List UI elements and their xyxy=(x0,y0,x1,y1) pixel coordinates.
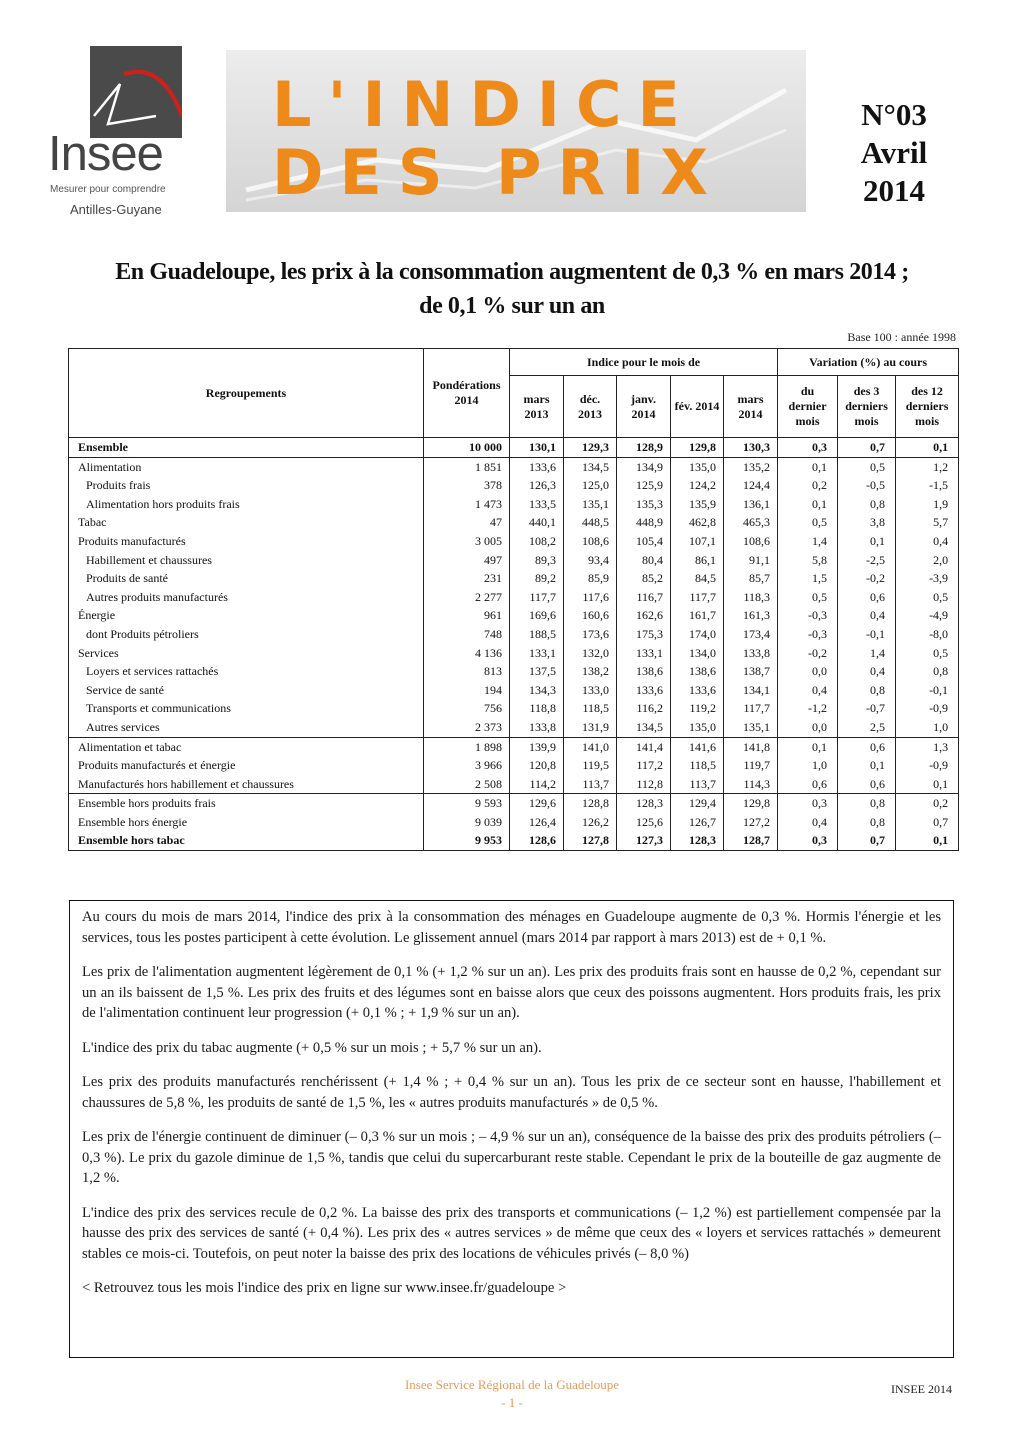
row-label: Produits manufacturés xyxy=(69,532,424,551)
row-index-value: 117,7 xyxy=(671,588,724,607)
row-variation-value: 0,4 xyxy=(778,813,838,832)
table-row xyxy=(69,476,959,495)
row-index-value: 161,7 xyxy=(671,606,724,625)
row-index-value: 141,8 xyxy=(724,737,778,756)
row-index-value: 84,5 xyxy=(671,569,724,588)
row-index-value: 89,2 xyxy=(510,569,564,588)
row-variation-value: 1,9 xyxy=(896,495,959,514)
row-index-value: 141,0 xyxy=(564,737,617,756)
table-row xyxy=(69,644,959,663)
row-index-value: 129,6 xyxy=(510,794,564,813)
row-index-value: 133,8 xyxy=(724,644,778,663)
row-index-value: 135,1 xyxy=(564,495,617,514)
row-weight: 9 953 xyxy=(424,831,510,850)
commentary-paragraph: Les prix des produits manufacturés renchérissent (+ 1,4 % ; + 0,4 % sur un an). Tous les prix de ce secteur sont en hausse, l'habillement et chaussures de 5,8 %, les produits de santé de 1,5 %, les « autres produits manufacturés » de 0,5 %. xyxy=(82,1074,941,1111)
row-label: Services xyxy=(69,644,424,663)
row-index-value: 80,4 xyxy=(617,551,671,570)
row-weight: 4 136 xyxy=(424,644,510,663)
table-row xyxy=(69,551,959,570)
row-variation-value: 0,6 xyxy=(778,775,838,794)
row-variation-value: 0,1 xyxy=(778,457,838,476)
commentary-paragraph: Au cours du mois de mars 2014, l'indice des prix à la consommation des ménages en Guadeloupe augmente de 0,3 %. Hormis l'énergie et les services, tous les postes participent à cette évolution. Le glissement annuel (mars 2014 par rapport à mars 2013) est de + 0,1 %. xyxy=(82,909,941,946)
row-index-value: 134,9 xyxy=(617,457,671,476)
row-index-value: 132,0 xyxy=(564,644,617,663)
page-number: - 1 - xyxy=(501,1395,523,1410)
row-label: Transports et communications xyxy=(69,699,424,718)
table-row xyxy=(69,831,959,850)
row-label: Ensemble hors tabac xyxy=(69,831,424,850)
row-index-value: 117,2 xyxy=(617,756,671,775)
row-index-value: 175,3 xyxy=(617,625,671,644)
row-weight: 231 xyxy=(424,569,510,588)
row-index-value: 440,1 xyxy=(510,513,564,532)
row-index-value: 105,4 xyxy=(617,532,671,551)
row-variation-value: 0,1 xyxy=(778,495,838,514)
row-index-value: 129,8 xyxy=(724,794,778,813)
logo-tagline: Mesurer pour comprendre xyxy=(50,184,166,195)
row-index-value: 117,6 xyxy=(564,588,617,607)
footer-service-name: Insee Service Régional de la Guadeloupe xyxy=(404,1377,620,1392)
issue-month: Avril xyxy=(860,135,928,170)
row-variation-value: -0,9 xyxy=(896,756,959,775)
table-row xyxy=(69,438,959,458)
row-variation-value: 0,8 xyxy=(896,662,959,681)
row-index-value: 114,3 xyxy=(724,775,778,794)
row-variation-value: -0,1 xyxy=(838,625,896,644)
row-index-value: 134,5 xyxy=(564,457,617,476)
row-variation-value: -4,9 xyxy=(896,606,959,625)
row-variation-value: 0,7 xyxy=(838,438,896,458)
header-variation-col: des 3 derniers mois xyxy=(838,376,896,438)
row-index-value: 119,2 xyxy=(671,699,724,718)
row-index-value: 89,3 xyxy=(510,551,564,570)
banner-line-2: DES PRIX xyxy=(272,136,725,209)
row-index-value: 133,1 xyxy=(510,644,564,663)
row-label: Produits de santé xyxy=(69,569,424,588)
header-index-group: Indice pour le mois de xyxy=(510,349,778,376)
row-variation-value: 1,0 xyxy=(896,718,959,737)
row-index-value: 174,0 xyxy=(671,625,724,644)
table-row xyxy=(69,532,959,551)
row-index-value: 116,2 xyxy=(617,699,671,718)
row-label: Manufacturés hors habillement et chaussures xyxy=(69,775,424,794)
row-index-value: 135,2 xyxy=(724,457,778,476)
row-label: Ensemble hors énergie xyxy=(69,813,424,832)
row-index-value: 107,1 xyxy=(671,532,724,551)
row-index-value: 133,6 xyxy=(510,457,564,476)
row-index-value: 85,2 xyxy=(617,569,671,588)
row-variation-value: 0,5 xyxy=(778,513,838,532)
row-index-value: 124,4 xyxy=(724,476,778,495)
row-index-value: 128,7 xyxy=(724,831,778,850)
logo-curve-icon xyxy=(90,46,182,138)
row-weight: 497 xyxy=(424,551,510,570)
row-index-value: 465,3 xyxy=(724,513,778,532)
row-variation-value: 5,7 xyxy=(896,513,959,532)
header-index-col: mars 2014 xyxy=(724,376,778,438)
row-label: Énergie xyxy=(69,606,424,625)
row-index-value: 127,2 xyxy=(724,813,778,832)
row-index-value: 137,5 xyxy=(510,662,564,681)
row-index-value: 108,2 xyxy=(510,532,564,551)
row-index-value: 135,0 xyxy=(671,457,724,476)
row-index-value: 85,7 xyxy=(724,569,778,588)
table-row xyxy=(69,718,959,737)
insee-logo-mark xyxy=(90,46,182,138)
row-label: Autres produits manufacturés xyxy=(69,588,424,607)
row-weight: 3 005 xyxy=(424,532,510,551)
row-index-value: 85,9 xyxy=(564,569,617,588)
row-index-value: 136,1 xyxy=(724,495,778,514)
banner xyxy=(226,50,806,212)
website-link[interactable]: < Retrouvez tous les mois l'indice des prix en ligne sur www.insee.fr/guadeloupe > xyxy=(82,1280,567,1296)
row-variation-value: 0,7 xyxy=(896,813,959,832)
row-index-value: 131,9 xyxy=(564,718,617,737)
row-weight: 2 373 xyxy=(424,718,510,737)
row-index-value: 133,8 xyxy=(510,718,564,737)
base-note: Base 100 : année 1998 xyxy=(847,330,956,344)
row-index-value: 169,6 xyxy=(510,606,564,625)
row-weight: 2 508 xyxy=(424,775,510,794)
row-index-value: 128,3 xyxy=(617,794,671,813)
row-index-value: 128,3 xyxy=(671,831,724,850)
row-index-value: 188,5 xyxy=(510,625,564,644)
row-variation-value: 0,2 xyxy=(778,476,838,495)
row-variation-value: 0,5 xyxy=(896,588,959,607)
row-index-value: 118,8 xyxy=(510,699,564,718)
row-variation-value: 2,0 xyxy=(896,551,959,570)
row-index-value: 112,8 xyxy=(617,775,671,794)
row-index-value: 129,8 xyxy=(671,438,724,458)
row-weight: 10 000 xyxy=(424,438,510,458)
row-index-value: 133,0 xyxy=(564,681,617,700)
row-variation-value: 3,8 xyxy=(838,513,896,532)
row-weight: 756 xyxy=(424,699,510,718)
header-weight: Pondérations 2014 xyxy=(424,349,510,438)
issue-number: N°03 xyxy=(861,97,927,132)
row-index-value: 130,3 xyxy=(724,438,778,458)
row-label: Autres services xyxy=(69,718,424,737)
row-variation-value: 0,3 xyxy=(778,831,838,850)
row-index-value: 129,4 xyxy=(671,794,724,813)
row-variation-value: 0,4 xyxy=(838,606,896,625)
row-variation-value: 0,1 xyxy=(896,831,959,850)
row-index-value: 462,8 xyxy=(671,513,724,532)
row-variation-value: 1,3 xyxy=(896,737,959,756)
row-weight: 1 473 xyxy=(424,495,510,514)
row-index-value: 114,2 xyxy=(510,775,564,794)
row-index-value: 120,8 xyxy=(510,756,564,775)
header-variation-col: des 12 derniers mois xyxy=(896,376,959,438)
row-weight: 3 966 xyxy=(424,756,510,775)
row-label: Alimentation xyxy=(69,457,424,476)
headline-line-1: En Guadeloupe, les prix à la consommation augmentent de 0,3 % en mars 2014 ; xyxy=(115,259,909,285)
table-row xyxy=(69,625,959,644)
issue-year: 2014 xyxy=(863,173,925,208)
row-index-value: 117,7 xyxy=(724,699,778,718)
headline-line-2: de 0,1 % sur un an xyxy=(419,293,605,319)
row-index-value: 134,1 xyxy=(724,681,778,700)
row-variation-value: 0,2 xyxy=(896,794,959,813)
table-row xyxy=(69,775,959,794)
row-index-value: 173,4 xyxy=(724,625,778,644)
row-weight: 813 xyxy=(424,662,510,681)
row-index-value: 118,5 xyxy=(564,699,617,718)
row-index-value: 133,6 xyxy=(671,681,724,700)
row-label: dont Produits pétroliers xyxy=(69,625,424,644)
commentary-paragraph: L'indice des prix du tabac augmente (+ 0,5 % sur un mois ; + 5,7 % sur un an). xyxy=(82,1039,542,1056)
row-label: Ensemble hors produits frais xyxy=(69,794,424,813)
row-index-value: 133,5 xyxy=(510,495,564,514)
row-variation-value: 0,0 xyxy=(778,662,838,681)
row-weight: 2 277 xyxy=(424,588,510,607)
table-row xyxy=(69,813,959,832)
header-variation-col: du dernier mois xyxy=(778,376,838,438)
table-row xyxy=(69,756,959,775)
row-label: Alimentation hors produits frais xyxy=(69,495,424,514)
row-index-value: 124,2 xyxy=(671,476,724,495)
row-variation-value: 1,4 xyxy=(838,644,896,663)
row-weight: 9 593 xyxy=(424,794,510,813)
row-variation-value: 0,1 xyxy=(896,775,959,794)
table-row xyxy=(69,737,959,756)
row-index-value: 117,7 xyxy=(510,588,564,607)
row-index-value: 93,4 xyxy=(564,551,617,570)
row-label: Service de santé xyxy=(69,681,424,700)
price-index-table xyxy=(68,348,959,851)
footer-copyright: INSEE 2014 xyxy=(891,1382,952,1396)
row-variation-value: -8,0 xyxy=(896,625,959,644)
table-row xyxy=(69,606,959,625)
row-variation-value: -2,5 xyxy=(838,551,896,570)
row-variation-value: 0,1 xyxy=(838,756,896,775)
row-index-value: 86,1 xyxy=(671,551,724,570)
row-index-value: 135,3 xyxy=(617,495,671,514)
row-index-value: 128,6 xyxy=(510,831,564,850)
row-index-value: 133,6 xyxy=(617,681,671,700)
logo-region: Antilles-Guyane xyxy=(70,202,162,217)
row-variation-value: 0,6 xyxy=(838,737,896,756)
row-variation-value: 1,2 xyxy=(896,457,959,476)
row-index-value: 141,4 xyxy=(617,737,671,756)
row-index-value: 134,5 xyxy=(617,718,671,737)
table-row xyxy=(69,662,959,681)
table-row xyxy=(69,569,959,588)
row-variation-value: 0,5 xyxy=(896,644,959,663)
commentary-paragraph: L'indice des prix des services recule de 0,2 %. La baisse des prix des transports et communications (– 1,2 %) est partiellement compensée par la hausse des prix des services de santé (+ 0,4 %). Les prix des « autres services » de même que ceux des « loyers et services rattachés » demeurent stables ce mois-ci. Toutefois, on peut noter la baisse des prix des locations de véhicules privés (– 8,0 %) xyxy=(82,1204,941,1262)
row-weight: 47 xyxy=(424,513,510,532)
row-variation-value: -0,1 xyxy=(896,681,959,700)
row-variation-value: 0,6 xyxy=(838,588,896,607)
table-row xyxy=(69,699,959,718)
commentary-paragraph: Les prix de l'énergie continuent de diminuer (– 0,3 % sur un mois ; – 4,9 % sur un an), conséquence de la baisse des prix des produits pétroliers (– 0,3 %). Le prix du gazole diminue de 1,5 %, tandis que celui du supercarburant reste stable. Cependant le prix de la bouteille de gaz augmente de 1,2 %. xyxy=(82,1129,941,1186)
row-index-value: 127,3 xyxy=(617,831,671,850)
row-index-value: 134,3 xyxy=(510,681,564,700)
header-index-col: mars 2013 xyxy=(510,376,564,438)
row-weight: 194 xyxy=(424,681,510,700)
logo-word: Insee xyxy=(48,127,163,181)
row-index-value: 119,7 xyxy=(724,756,778,775)
issue-block xyxy=(838,96,950,210)
row-variation-value: 0,3 xyxy=(778,438,838,458)
header-index-col: fév. 2014 xyxy=(671,376,724,438)
banner-line-1: L'INDICE xyxy=(272,68,696,141)
table-row xyxy=(69,681,959,700)
row-index-value: 116,7 xyxy=(617,588,671,607)
row-variation-value: 0,5 xyxy=(838,457,896,476)
row-index-value: 162,6 xyxy=(617,606,671,625)
header-groups: Regroupements xyxy=(69,349,424,438)
row-weight: 9 039 xyxy=(424,813,510,832)
row-index-value: 135,1 xyxy=(724,718,778,737)
row-variation-value: 0,8 xyxy=(838,681,896,700)
row-variation-value: 0,1 xyxy=(778,737,838,756)
table-row xyxy=(69,513,959,532)
headline xyxy=(40,255,984,323)
table-row xyxy=(69,457,959,476)
row-weight: 748 xyxy=(424,625,510,644)
row-weight: 378 xyxy=(424,476,510,495)
row-label: Alimentation et tabac xyxy=(69,737,424,756)
row-label: Tabac xyxy=(69,513,424,532)
row-index-value: 127,8 xyxy=(564,831,617,850)
row-variation-value: -3,9 xyxy=(896,569,959,588)
row-variation-value: 0,3 xyxy=(778,794,838,813)
row-weight: 961 xyxy=(424,606,510,625)
row-variation-value: -0,3 xyxy=(778,606,838,625)
row-variation-value: 1,4 xyxy=(778,532,838,551)
row-variation-value: 5,8 xyxy=(778,551,838,570)
row-index-value: 108,6 xyxy=(724,532,778,551)
row-index-value: 126,3 xyxy=(510,476,564,495)
row-variation-value: 0,8 xyxy=(838,813,896,832)
row-variation-value: 0,1 xyxy=(838,532,896,551)
row-variation-value: 0,4 xyxy=(778,681,838,700)
table-row xyxy=(69,588,959,607)
row-variation-value: -0,9 xyxy=(896,699,959,718)
row-variation-value: 0,6 xyxy=(838,775,896,794)
row-variation-value: 1,5 xyxy=(778,569,838,588)
row-index-value: 139,9 xyxy=(510,737,564,756)
row-variation-value: -1,2 xyxy=(778,699,838,718)
row-index-value: 119,5 xyxy=(564,756,617,775)
row-variation-value: -0,5 xyxy=(838,476,896,495)
insee-logo xyxy=(48,46,198,221)
row-variation-value: 0,4 xyxy=(896,532,959,551)
row-index-value: 113,7 xyxy=(671,775,724,794)
row-variation-value: -0,7 xyxy=(838,699,896,718)
row-index-value: 118,5 xyxy=(671,756,724,775)
row-index-value: 448,5 xyxy=(564,513,617,532)
row-label: Ensemble xyxy=(69,438,424,458)
row-variation-value: -0,2 xyxy=(838,569,896,588)
row-index-value: 173,6 xyxy=(564,625,617,644)
commentary-box xyxy=(69,900,954,1358)
row-variation-value: 1,0 xyxy=(778,756,838,775)
header-variation-group: Variation (%) au cours xyxy=(778,349,959,376)
row-index-value: 134,0 xyxy=(671,644,724,663)
row-index-value: 118,3 xyxy=(724,588,778,607)
table-row xyxy=(69,495,959,514)
row-weight: 1 851 xyxy=(424,457,510,476)
row-variation-value: 0,7 xyxy=(838,831,896,850)
row-variation-value: 0,4 xyxy=(838,662,896,681)
row-index-value: 126,4 xyxy=(510,813,564,832)
footer-service xyxy=(300,1376,724,1412)
row-index-value: 126,2 xyxy=(564,813,617,832)
row-index-value: 108,6 xyxy=(564,532,617,551)
row-variation-value: 0,5 xyxy=(778,588,838,607)
row-index-value: 113,7 xyxy=(564,775,617,794)
row-index-value: 128,8 xyxy=(564,794,617,813)
row-variation-value: -0,2 xyxy=(778,644,838,663)
row-variation-value: 0,1 xyxy=(896,438,959,458)
header-index-col: janv. 2014 xyxy=(617,376,671,438)
row-index-value: 448,9 xyxy=(617,513,671,532)
row-variation-value: 0,8 xyxy=(838,794,896,813)
row-index-value: 135,9 xyxy=(671,495,724,514)
header-index-col: déc. 2013 xyxy=(564,376,617,438)
commentary-paragraph: Les prix de l'alimentation augmentent légèrement de 0,1 % (+ 1,2 % sur un an). Les prix des produits frais sont en hausse de 0,2 %, cependant sur un an ils baissent de 1,5 %. Les prix des fruits et des légumes sont en baisse alors que ceux des poissons augmentent. Hors produits frais, les prix de l'alimentation continuent leur progression (+ 0,1 % ; + 1,9 % sur un an). xyxy=(82,964,941,1021)
table-row xyxy=(69,794,959,813)
row-index-value: 141,6 xyxy=(671,737,724,756)
row-weight: 1 898 xyxy=(424,737,510,756)
table-body xyxy=(69,438,959,851)
row-index-value: 125,0 xyxy=(564,476,617,495)
row-label: Habillement et chaussures xyxy=(69,551,424,570)
row-index-value: 129,3 xyxy=(564,438,617,458)
row-index-value: 161,3 xyxy=(724,606,778,625)
row-variation-value: 0,8 xyxy=(838,495,896,514)
row-index-value: 125,9 xyxy=(617,476,671,495)
row-label: Produits manufacturés et énergie xyxy=(69,756,424,775)
row-variation-value: 2,5 xyxy=(838,718,896,737)
row-index-value: 138,7 xyxy=(724,662,778,681)
row-index-value: 138,2 xyxy=(564,662,617,681)
row-index-value: 130,1 xyxy=(510,438,564,458)
row-index-value: 128,9 xyxy=(617,438,671,458)
row-label: Produits frais xyxy=(69,476,424,495)
row-index-value: 125,6 xyxy=(617,813,671,832)
row-index-value: 138,6 xyxy=(617,662,671,681)
row-variation-value: -0,3 xyxy=(778,625,838,644)
row-variation-value: -1,5 xyxy=(896,476,959,495)
row-label: Loyers et services rattachés xyxy=(69,662,424,681)
row-index-value: 126,7 xyxy=(671,813,724,832)
row-index-value: 160,6 xyxy=(564,606,617,625)
row-index-value: 135,0 xyxy=(671,718,724,737)
row-index-value: 91,1 xyxy=(724,551,778,570)
row-index-value: 138,6 xyxy=(671,662,724,681)
row-index-value: 133,1 xyxy=(617,644,671,663)
row-variation-value: 0,0 xyxy=(778,718,838,737)
